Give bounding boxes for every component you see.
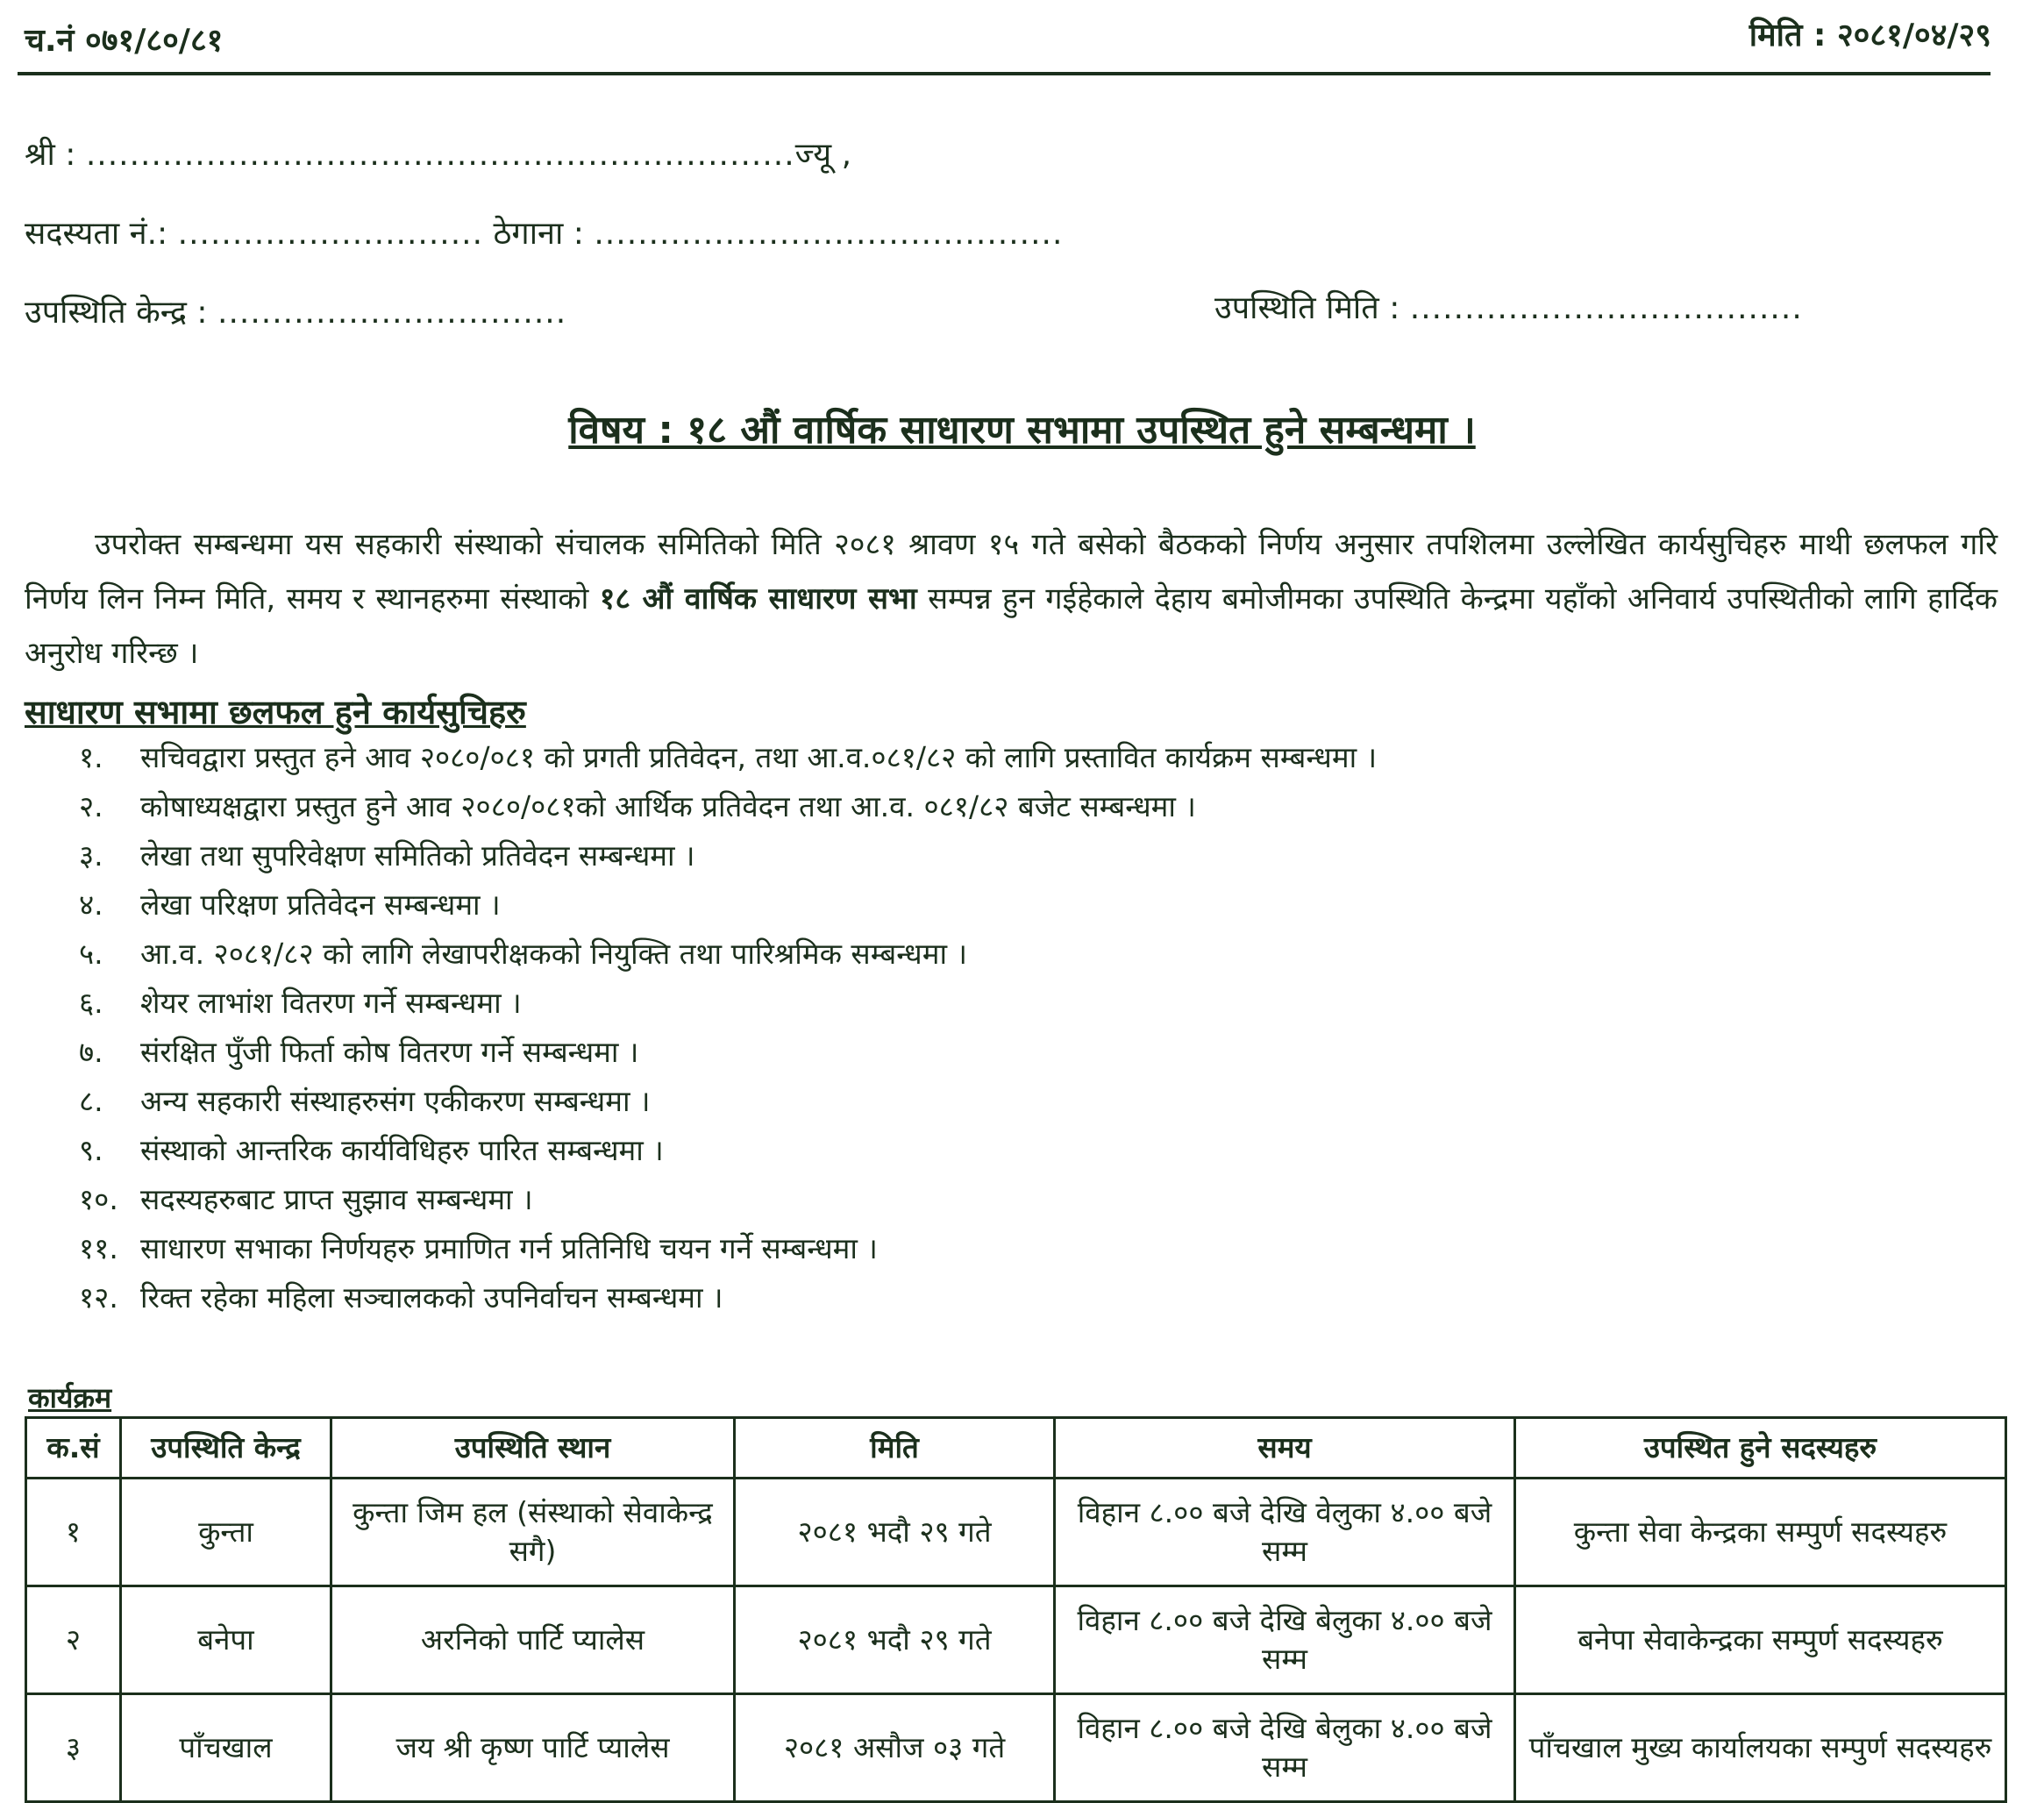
agenda-item-text: रिक्त रहेका महिला सञ्चालकको उपनिर्वाचन सम्बन्धमा । [140, 1280, 723, 1315]
intro-text-1: उपरोक्त सम्बन्धमा यस सहकारी संस्थाको संचालक समितिको मिति २०८१ श्रावण १५ गते बसेको बैठकको निर्णय अनुसार तपशिलमा उल्लेखित कार्यसुचिहरु माथी छलफल गरि निर्णय लिन निम्न मिति, समय र स्थानहरुमा संस्थाको [25, 527, 1998, 616]
agenda-item-number: १२. [79, 1280, 118, 1315]
agenda-item-number: ६. [79, 986, 103, 1020]
agenda-list [79, 737, 1377, 1326]
intro-bold-text: १८ औं वार्षिक साधारण सभा [599, 581, 917, 616]
table-cell: बनेपा [121, 1586, 331, 1694]
address-label: ठेगाना : [493, 216, 584, 252]
table-row [26, 1479, 2006, 1586]
table-cell: विहान ८.०० बजे देखि वेलुका ४.०० बजे सम्म [1055, 1479, 1515, 1586]
agenda-item-number: ५. [79, 937, 103, 971]
column-header: मिति [735, 1418, 1055, 1479]
agenda-item [79, 1130, 1377, 1179]
attendance-date-label: उपस्थिति मिति : [1214, 290, 1400, 326]
agenda-item [79, 1277, 1377, 1326]
recipient-suffix: ज्यू , [794, 137, 852, 173]
membership-row [25, 210, 1063, 253]
column-header: क.सं [26, 1418, 121, 1479]
center-row [25, 289, 566, 332]
agenda-item-number: ११. [79, 1231, 118, 1265]
agenda-item [79, 933, 1377, 982]
agenda-item [79, 1031, 1377, 1080]
agenda-item-text: अन्य सहकारी संस्थाहरुसंग एकीकरण सम्बन्धमा । [140, 1084, 651, 1118]
membership-label: सदस्यता नं.: [25, 216, 168, 252]
table-cell: पाँचखाल [121, 1694, 331, 1802]
agenda-item-text: सचिवद्वारा प्रस्तुत हने आव २०८०/०८१ को प्रगती प्रतिवेदन, तथा आ.व.०८१/८२ को लागि प्रस्तावित कार्यक्रम सम्बन्धमा । [140, 740, 1378, 774]
agenda-item-text: आ.व. २०८१/८२ को लागि लेखापरीक्षकको नियुक्ति तथा पारिश्रमिक सम्बन्धमा । [140, 937, 967, 971]
attendance-date-blank: .................................... [1409, 290, 1803, 326]
reference-number: च.नं ०७१/८०/८१ [25, 23, 224, 59]
agenda-item-number: ४. [79, 887, 103, 922]
agenda-item-number: ७. [79, 1035, 103, 1069]
table-cell: २ [26, 1586, 121, 1694]
agenda-item-number: १. [79, 740, 103, 774]
agenda-item-text: सदस्यहरुबाट प्राप्त सुझाव सम्बन्धमा । [140, 1182, 533, 1216]
agenda-item [79, 835, 1377, 884]
table-cell: अरनिको पार्टि प्यालेस [331, 1586, 735, 1694]
address-blank: ........................................... [594, 216, 1064, 252]
recipient-label: श्री : [25, 137, 76, 173]
agenda-item [79, 786, 1377, 835]
recipient-row [25, 132, 851, 175]
agenda-item-text: शेयर लाभांश वितरण गर्ने सम्बन्धमा । [140, 986, 522, 1020]
column-header: उपस्थिति स्थान [331, 1418, 735, 1479]
agenda-item [79, 1080, 1377, 1130]
center-blank: ................................ [217, 295, 567, 331]
agenda-item [79, 982, 1377, 1031]
intro-paragraph [25, 517, 1998, 681]
agenda-item [79, 1179, 1377, 1228]
table-row [26, 1694, 2006, 1802]
agenda-heading: साधारण सभामा छलफल हुने कार्यसुचिहरु [25, 693, 526, 731]
agenda-item-text: साधारण सभाका निर्णयहरु प्रमाणित गर्न प्रतिनिधि चयन गर्ने सम्बन्धमा । [140, 1231, 878, 1265]
table-cell: २०८१ असौज ०३ गते [735, 1694, 1055, 1802]
agenda-item-text: लेखा तथा सुपरिवेक्षण समितिको प्रतिवेदन सम्बन्धमा । [140, 838, 695, 873]
agenda-item-number: २. [79, 789, 103, 823]
header-divider [18, 72, 1991, 75]
subject-line: विषय : १८ औं वार्षिक साधारण सभामा उपस्थित हुने सम्बन्धमा । [568, 408, 1476, 453]
table-header-row [26, 1418, 2006, 1479]
issue-date: मिति : २०८१/०४/२९ [1748, 18, 1991, 53]
attendance-date-row [1214, 285, 1803, 328]
table-row [26, 1586, 2006, 1694]
table-cell: २०८१ भदौ २९ गते [735, 1479, 1055, 1586]
agenda-item-text: संरक्षित पुँजी फिर्ता कोष वितरण गर्ने सम्बन्धमा । [140, 1035, 639, 1069]
agenda-item-number: ३. [79, 838, 103, 873]
agenda-item [79, 1228, 1377, 1277]
agenda-item [79, 737, 1377, 786]
agenda-item-number: १०. [79, 1182, 118, 1216]
column-header: समय [1055, 1418, 1515, 1479]
center-label: उपस्थिति केन्द्र : [25, 295, 208, 331]
recipient-blank: ................................................................. [85, 137, 795, 173]
program-table [25, 1416, 2007, 1803]
table-cell: कुन्ता जिम हल (संस्थाको सेवाकेन्द्र सगै) [331, 1479, 735, 1586]
intro-text-2: सम्पन्न हुन गईहेकाले देहाय बमोजीमका उपस्थिति केन्द्रमा यहाँको अनिवार्य उपस्थितीको लागि हार्दिक अनुरोध गरिन्छ । [25, 581, 1998, 671]
agenda-item-number: ८. [79, 1084, 103, 1118]
table-cell: ३ [26, 1694, 121, 1802]
column-header: उपस्थित हुने सदस्यहरु [1515, 1418, 2006, 1479]
table-cell: बनेपा सेवाकेन्द्रका सम्पुर्ण सदस्यहरु [1515, 1586, 2006, 1694]
table-cell: २०८१ भदौ २९ गते [735, 1586, 1055, 1694]
table-cell: कुन्ता [121, 1479, 331, 1586]
program-heading: कार्यक्रम [28, 1381, 112, 1415]
agenda-item [79, 884, 1377, 933]
agenda-item-text: कोषाध्यक्षद्वारा प्रस्तुत हुने आव २०८०/०८१को आर्थिक प्रतिवेदन तथा आ.व. ०८१/८२ बजेट सम्बन्धमा । [140, 789, 1196, 823]
agenda-item-number: ९. [79, 1133, 103, 1167]
column-header: उपस्थिति केन्द्र [121, 1418, 331, 1479]
agenda-item-text: लेखा परिक्षण प्रतिवेदन सम्बन्धमा । [140, 887, 501, 922]
agenda-item-text: संस्थाको आन्तरिक कार्यविधिहरु पारित सम्बन्धमा । [140, 1133, 664, 1167]
table-cell: विहान ८.०० बजे देखि बेलुका ४.०० बजे सम्म [1055, 1694, 1515, 1802]
table-cell: जय श्री कृष्ण पार्टि प्यालेस [331, 1694, 735, 1802]
table-cell: कुन्ता सेवा केन्द्रका सम्पुर्ण सदस्यहरु [1515, 1479, 2006, 1586]
table-cell: विहान ८.०० बजे देखि बेलुका ४.०० बजे सम्म [1055, 1586, 1515, 1694]
table-cell: १ [26, 1479, 121, 1586]
table-cell: पाँचखाल मुख्य कार्यालयका सम्पुर्ण सदस्यहरु [1515, 1694, 2006, 1802]
membership-blank: ............................ [177, 216, 484, 252]
